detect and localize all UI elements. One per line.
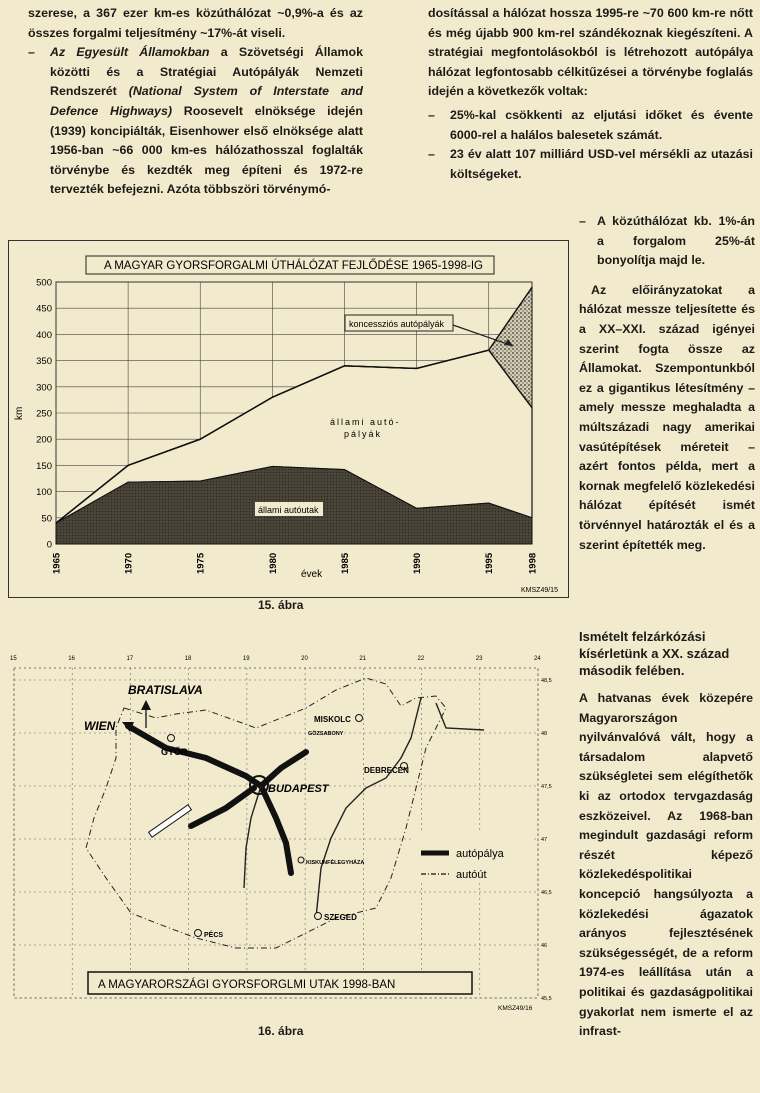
lat-tick-label: 48,5 <box>541 678 552 684</box>
y-tick-label: 500 <box>36 277 52 289</box>
svg-text:állami autóutak: állami autóutak <box>258 505 319 515</box>
chart-code: KMSZ49/15 <box>521 587 558 594</box>
highway-development-chart <box>8 240 569 598</box>
lon-tick-label: 24 <box>534 656 541 662</box>
y-tick-label: 100 <box>36 487 52 499</box>
figure-15-caption: 15. ábra <box>258 598 304 612</box>
lon-tick-label: 23 <box>475 656 483 662</box>
szeged-dot <box>315 913 322 920</box>
lon-tick-label: 21 <box>359 656 367 662</box>
lon-tick-label: 18 <box>184 656 192 662</box>
balaton-bar <box>149 805 192 837</box>
map-title-box <box>88 972 472 994</box>
city-gyor: GYŐR <box>161 747 188 757</box>
y-tick-label: 450 <box>36 303 52 315</box>
kiskunfelegyhaza-dot <box>298 857 304 863</box>
legend-autout: autóút <box>456 869 487 881</box>
goal-item: – 25%-kal csökkenti az eljutási időket és évente 6000-rel a halálos balesetek számát. <box>428 106 753 145</box>
lon-tick-label: 19 <box>242 656 250 662</box>
lon-tick-label: 22 <box>417 656 425 662</box>
lon-tick-label: 20 <box>301 656 308 662</box>
pecs-dot <box>195 930 202 937</box>
x-tick-label: 1985 <box>339 552 351 574</box>
svg-text:pályák: pályák <box>344 429 383 439</box>
legend-autopalya: autópálya <box>456 848 504 860</box>
y-tick-label: 400 <box>36 329 52 341</box>
map-legend <box>411 833 531 883</box>
paragraph-goals: dosítással a hálózat hossza 1995-re ~70 600 km-re nőtt és még újabb 900 km-rel szándékoznak kiegészíteni. A stratégiai megfontolásokból is létrehozott autópálya hálózat legfontosabb célkitűzései a törvénybe foglalás idején a következők voltak: <box>428 6 753 99</box>
map-title: A MAGYARORSZÁGI GYORSFORGLMI UTAK 1998-BAN <box>98 979 396 991</box>
y-tick-label: 50 <box>41 513 52 525</box>
city-budapest: BUDAPEST <box>268 783 329 795</box>
goal-item: – 23 év alatt 107 milliárd USD-vel mérsékli az utazási költségeket. <box>428 145 753 184</box>
motorway-m5 <box>261 786 291 873</box>
section-heading: Ismételt felzárkózási kísérletünk a XX. század második felében. <box>579 629 730 678</box>
lon-tick-label: 15 <box>10 656 17 662</box>
miskolc-dot <box>356 715 363 722</box>
usa-list-item <box>28 43 363 200</box>
usa-english-name: (National System of Interstate and Defence Highways) <box>50 84 363 118</box>
svg-text:állami autó-: állami autó- <box>330 417 401 427</box>
lon-tick-label: 17 <box>126 656 134 662</box>
x-tick-label: 1975 <box>195 552 207 574</box>
expressway-ne <box>436 703 484 730</box>
usa-text-2: Roosevelt elnöksége idején (1939) koncipiálták, Eisenhower első elnöksége alatt 1956-ban ~66 000 km-es hálózathosszal foglalták törvénybe és kezdték meg építeni és 1972-re tervezték befejezni. Azóta többszöri törvénymó- <box>50 103 363 197</box>
motorways <box>128 726 306 873</box>
bratislava-arrow <box>141 700 151 710</box>
x-tick-label: 1995 <box>484 552 496 574</box>
x-tick-label: 1998 <box>527 552 539 574</box>
lat-tick-label: 47,5 <box>541 784 552 790</box>
usa-prefix: Az Egyesült Államokban <box>50 45 210 60</box>
city-kiskunfelegyhaza: KISKUNFÉLEGYHÁZA <box>306 860 365 866</box>
x-tick-label: 1965 <box>51 552 63 574</box>
svg-text:koncessziós autópályák: koncessziós autópályák <box>349 319 445 329</box>
lat-tick-label: 45,5 <box>541 996 552 1002</box>
city-wien: WIEN <box>84 719 116 733</box>
country-border <box>86 678 446 948</box>
city-bratislava: BRATISLAVA <box>128 683 203 697</box>
y-tick-label: 300 <box>36 382 52 394</box>
lat-tick-label: 46 <box>541 943 548 949</box>
text-column-section <box>579 628 753 1042</box>
y-tick-label: 200 <box>36 434 52 446</box>
paragraph-hungary: A hatvanas évek közepére Magyarországon nyilvánvalóvá vált, hogy a társadalom alapvető szükségletei sem elégíthetők ki az ortodox tervgazdaság eszközeivel. Az 1968-ban megindult gazdasági reform részét képező közlekedéspolitikai koncepció hangsúlyozta a közlekedési ágazatok arányos fejlesztésének szükségességét, de a reform 1974-es leállítása után a politikai és gazdaságpolitikai gyakorlat nem ismerte el az infrast- <box>579 691 753 1039</box>
label-allami-utak <box>255 502 323 516</box>
lat-tick-label: 46,5 <box>541 890 552 896</box>
chart-title: A MAGYAR GYORSFORGALMI ÚTHÁLÓZAT FEJLŐDÉSE 1965-1998-IG <box>104 260 483 272</box>
y-tick-label: 350 <box>36 356 52 368</box>
paragraph-significance: Az előirányzatokat a hálózat messze teljesítette és a XX–XXI. század igényei szerint fogta össze az Államokat. Szempontunkból ez a gigantikus létesítmény – amely messze meghaladta a múltszázadi nagy amerikai vasútépítések méreteit – azért fontos példa, mert a kornak megfelelő közlekedési hálózat építését ismét törvénnyel határozták el és a szerint építették meg. <box>579 282 755 552</box>
y-tick-label: 250 <box>36 408 52 420</box>
city-debrecen: DEBRECEN <box>364 766 409 775</box>
expressway-south <box>244 786 261 888</box>
motorway-m1 <box>128 726 261 786</box>
plot-area <box>36 278 538 575</box>
y-tick-label: 0 <box>46 539 52 551</box>
lat-tick-label: 48 <box>541 731 548 737</box>
goals-list <box>428 106 753 184</box>
lat-tick-label: 47 <box>541 837 548 843</box>
city-miskolc: MISKOLC <box>314 715 351 724</box>
x-tick-label: 1990 <box>412 552 424 574</box>
text-column-left <box>28 4 363 200</box>
goal-item: – A közúthálózat kb. 1%-án a forgalom 25%-át bonyolítja majd le. <box>579 212 755 271</box>
city-szeged: SZEGED <box>324 913 357 922</box>
motorway-m7 <box>191 788 254 826</box>
y-axis-label: km <box>14 406 25 420</box>
lon-tick-label: 16 <box>68 656 75 662</box>
text-column-right <box>428 4 753 184</box>
usa-list <box>28 43 363 200</box>
city-gozsabony: GÖZSABONY <box>308 731 344 737</box>
city-pecs: PÉCS <box>204 932 224 939</box>
text-column-narrow <box>579 212 755 555</box>
map-code: KMSZ49/16 <box>498 1005 533 1012</box>
gyor-dot <box>168 735 175 742</box>
figure-16-caption: 16. ábra <box>258 1024 304 1038</box>
paragraph-intro: szerese, a 367 ezer km-es közúthálózat ~0,9%-a és az összes forgalmi teljesítmény ~17%-át viseli. <box>28 6 363 40</box>
x-axis-label: évek <box>301 569 323 580</box>
goals-list-cont <box>579 212 755 271</box>
usa-text-1: a Szövetségi Államok közötti és a Stratégiai Autópályák Nemzeti Rendszerét <box>50 45 363 99</box>
x-tick-label: 1980 <box>267 552 279 574</box>
x-tick-label: 1970 <box>123 552 135 574</box>
hungary-highway-map <box>6 648 552 1048</box>
y-tick-label: 150 <box>36 460 52 472</box>
